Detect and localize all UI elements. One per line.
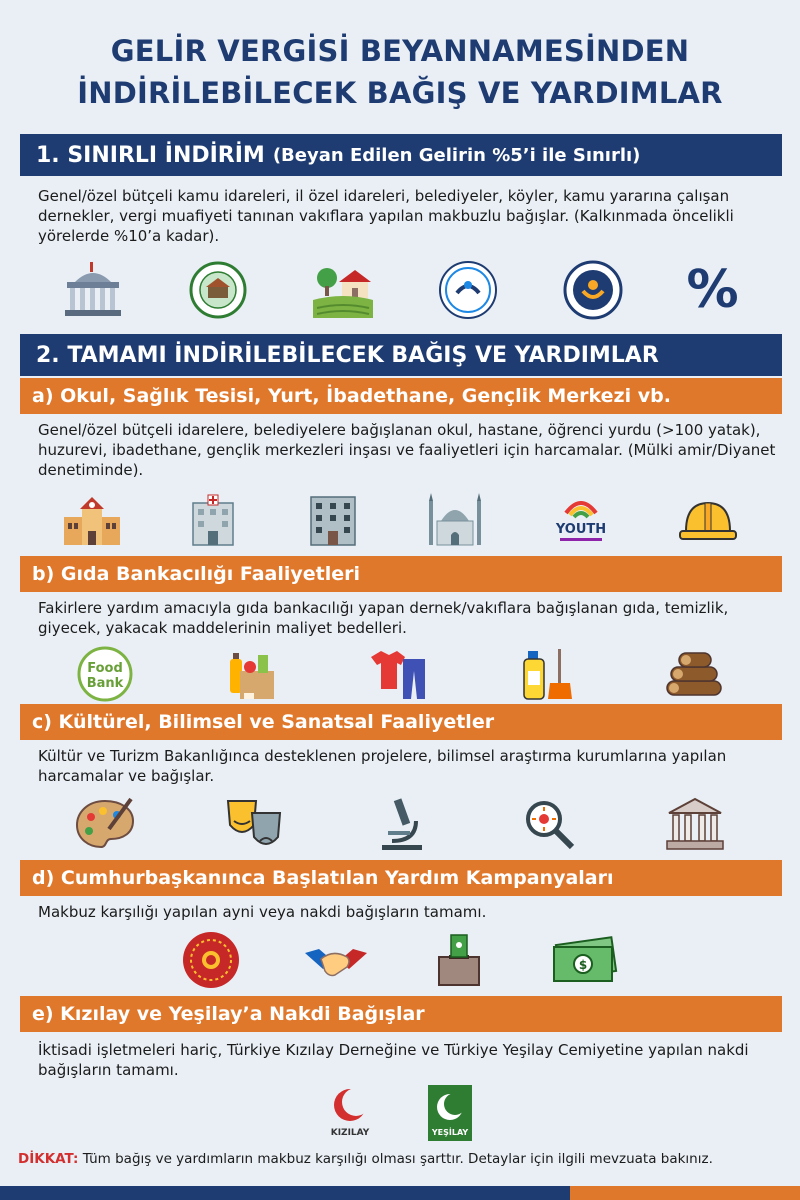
- kizilay-label: KIZILAY: [330, 1128, 370, 1138]
- dormitory-icon: [303, 491, 363, 549]
- footer-stripe: [0, 1186, 800, 1200]
- section2c-icon-row: [30, 790, 770, 858]
- palette-icon: [73, 795, 137, 853]
- warning-note: [18, 1150, 788, 1168]
- hospital-icon: [183, 491, 243, 549]
- food-bank-line2: Bank: [86, 676, 123, 691]
- section2-heading: 2. TAMAMI İNDİRİLEBİLECEK BAĞIŞ VE YARDIMLAR: [36, 342, 659, 368]
- warning-label: DİKKAT:: [18, 1151, 79, 1167]
- section1-body: Genel/özel bütçeli kamu idareleri, il özel idareleri, belediyeler, köyler, kamu yararına çalışan dernekler, vergi muafiyeti tanınan vakıflara yapılan makbuzlu bağışlar. (Kalkınmada öncelikli yörelerde %10’a kadar).: [38, 187, 734, 245]
- firewood-icon: [661, 645, 727, 703]
- section2d-body: Makbuz karşılığı yapılan ayni veya nakdi bağışların tamamı.: [38, 903, 487, 921]
- section1-heading: 1. SINIRLI İNDİRİM: [36, 142, 265, 168]
- youth-logo-icon: [546, 491, 616, 549]
- section2e-header: [20, 996, 782, 1032]
- banknote-icon: [550, 931, 620, 989]
- section2c-header: [20, 704, 782, 740]
- title-line-2: İNDİRİLEBİLECEK BAĞIŞ VE YARDIMLAR: [77, 76, 723, 110]
- school-icon: [60, 491, 124, 549]
- theater-masks-icon: [222, 795, 286, 853]
- mosque-icon: [423, 491, 487, 549]
- village-house-icon: [311, 260, 375, 320]
- section2b-body: Fakirlere yardım amacıyla gıda bankacılığı yapan dernek/vakıflara bağışlanan gıda, temizlik, giyecek, yakacak maddelerinin maliyet bedelleri.: [38, 599, 729, 637]
- page-title: [0, 30, 800, 114]
- hard-hat-icon: [676, 491, 740, 549]
- section2b-heading: b) Gıda Bankacılığı Faaliyetleri: [32, 563, 361, 585]
- association-emblem-icon: [437, 259, 499, 321]
- presidential-seal-icon: [180, 929, 242, 991]
- museum-icon: [663, 795, 727, 853]
- food-bank-icon: [73, 645, 137, 703]
- government-building-icon: [61, 260, 125, 320]
- section1-subheading: (Beyan Edilen Gelirin %5’i ile Sınırlı): [272, 144, 641, 166]
- svg-text:$: $: [578, 958, 587, 972]
- foundation-emblem-icon: [562, 259, 624, 321]
- handshake-icon: [303, 931, 369, 989]
- section2a-header: [20, 378, 782, 414]
- section2a-body: Genel/özel bütçeli idarelere, belediyelere bağışlanan okul, hastane, öğrenci yurdu (>100 yatak), huzurevi, ibadethane, gençlik merkezleri inşası ve faaliyetleri için harcamalar. (Mülki amir/Diyanet denetiminde).: [38, 421, 776, 479]
- percent-icon: %: [686, 260, 739, 320]
- municipality-seal-icon: [188, 260, 248, 320]
- clothes-icon: [367, 645, 431, 703]
- grocery-icon: [222, 645, 282, 703]
- yesilay-logo-icon: [420, 1083, 480, 1145]
- title-line-1: GELİR VERGİSİ BEYANNAMESİNDEN: [110, 34, 690, 68]
- section2e-icon-row: [300, 1080, 500, 1148]
- section2e-heading: e) Kızılay ve Yeşilay’a Nakdi Bağışlar: [32, 1003, 425, 1025]
- section2d-header: [20, 860, 782, 896]
- section2a-heading: a) Okul, Sağlık Tesisi, Yurt, İbadethane, Gençlik Merkezi vb.: [32, 385, 671, 407]
- section1-header: [20, 134, 782, 176]
- yesilay-label: YEŞİLAY: [431, 1128, 469, 1137]
- section2b-icon-row: [30, 640, 770, 708]
- section1-icon-row: [30, 256, 770, 324]
- section2c-body: Kültür ve Turizm Bakanlığınca desteklenen projelere, bilimsel araştırma kurumlarına yapılan harcamalar ve bağışlar.: [38, 747, 727, 785]
- section2b-header: [20, 556, 782, 592]
- section2d-heading: d) Cumhurbaşkanınca Başlatılan Yardım Kampanyaları: [32, 867, 614, 889]
- food-bank-line1: Food: [86, 661, 123, 676]
- microscope-icon: [372, 795, 432, 853]
- section2a-icon-row: [30, 486, 770, 554]
- section2c-heading: c) Kültürel, Bilimsel ve Sanatsal Faaliyetler: [32, 711, 495, 733]
- warning-text: Tüm bağış ve yardımların makbuz karşılığı olması şarttır. Detaylar için ilgili mevzuata bakınız.: [82, 1151, 713, 1167]
- section2e-body: İktisadi işletmeleri hariç, Türkiye Kızılay Derneğine ve Türkiye Yeşilay Cemiyetine yapılan nakdi bağışların tamamı.: [38, 1041, 749, 1079]
- youth-label: YOUTH: [556, 522, 607, 537]
- kizilay-logo-icon: [320, 1083, 380, 1145]
- research-icon: [518, 795, 578, 853]
- section2-header: [20, 334, 782, 376]
- section2d-icon-row: [150, 926, 650, 994]
- cleaning-icon: [516, 645, 576, 703]
- donation-box-icon: [429, 931, 489, 989]
